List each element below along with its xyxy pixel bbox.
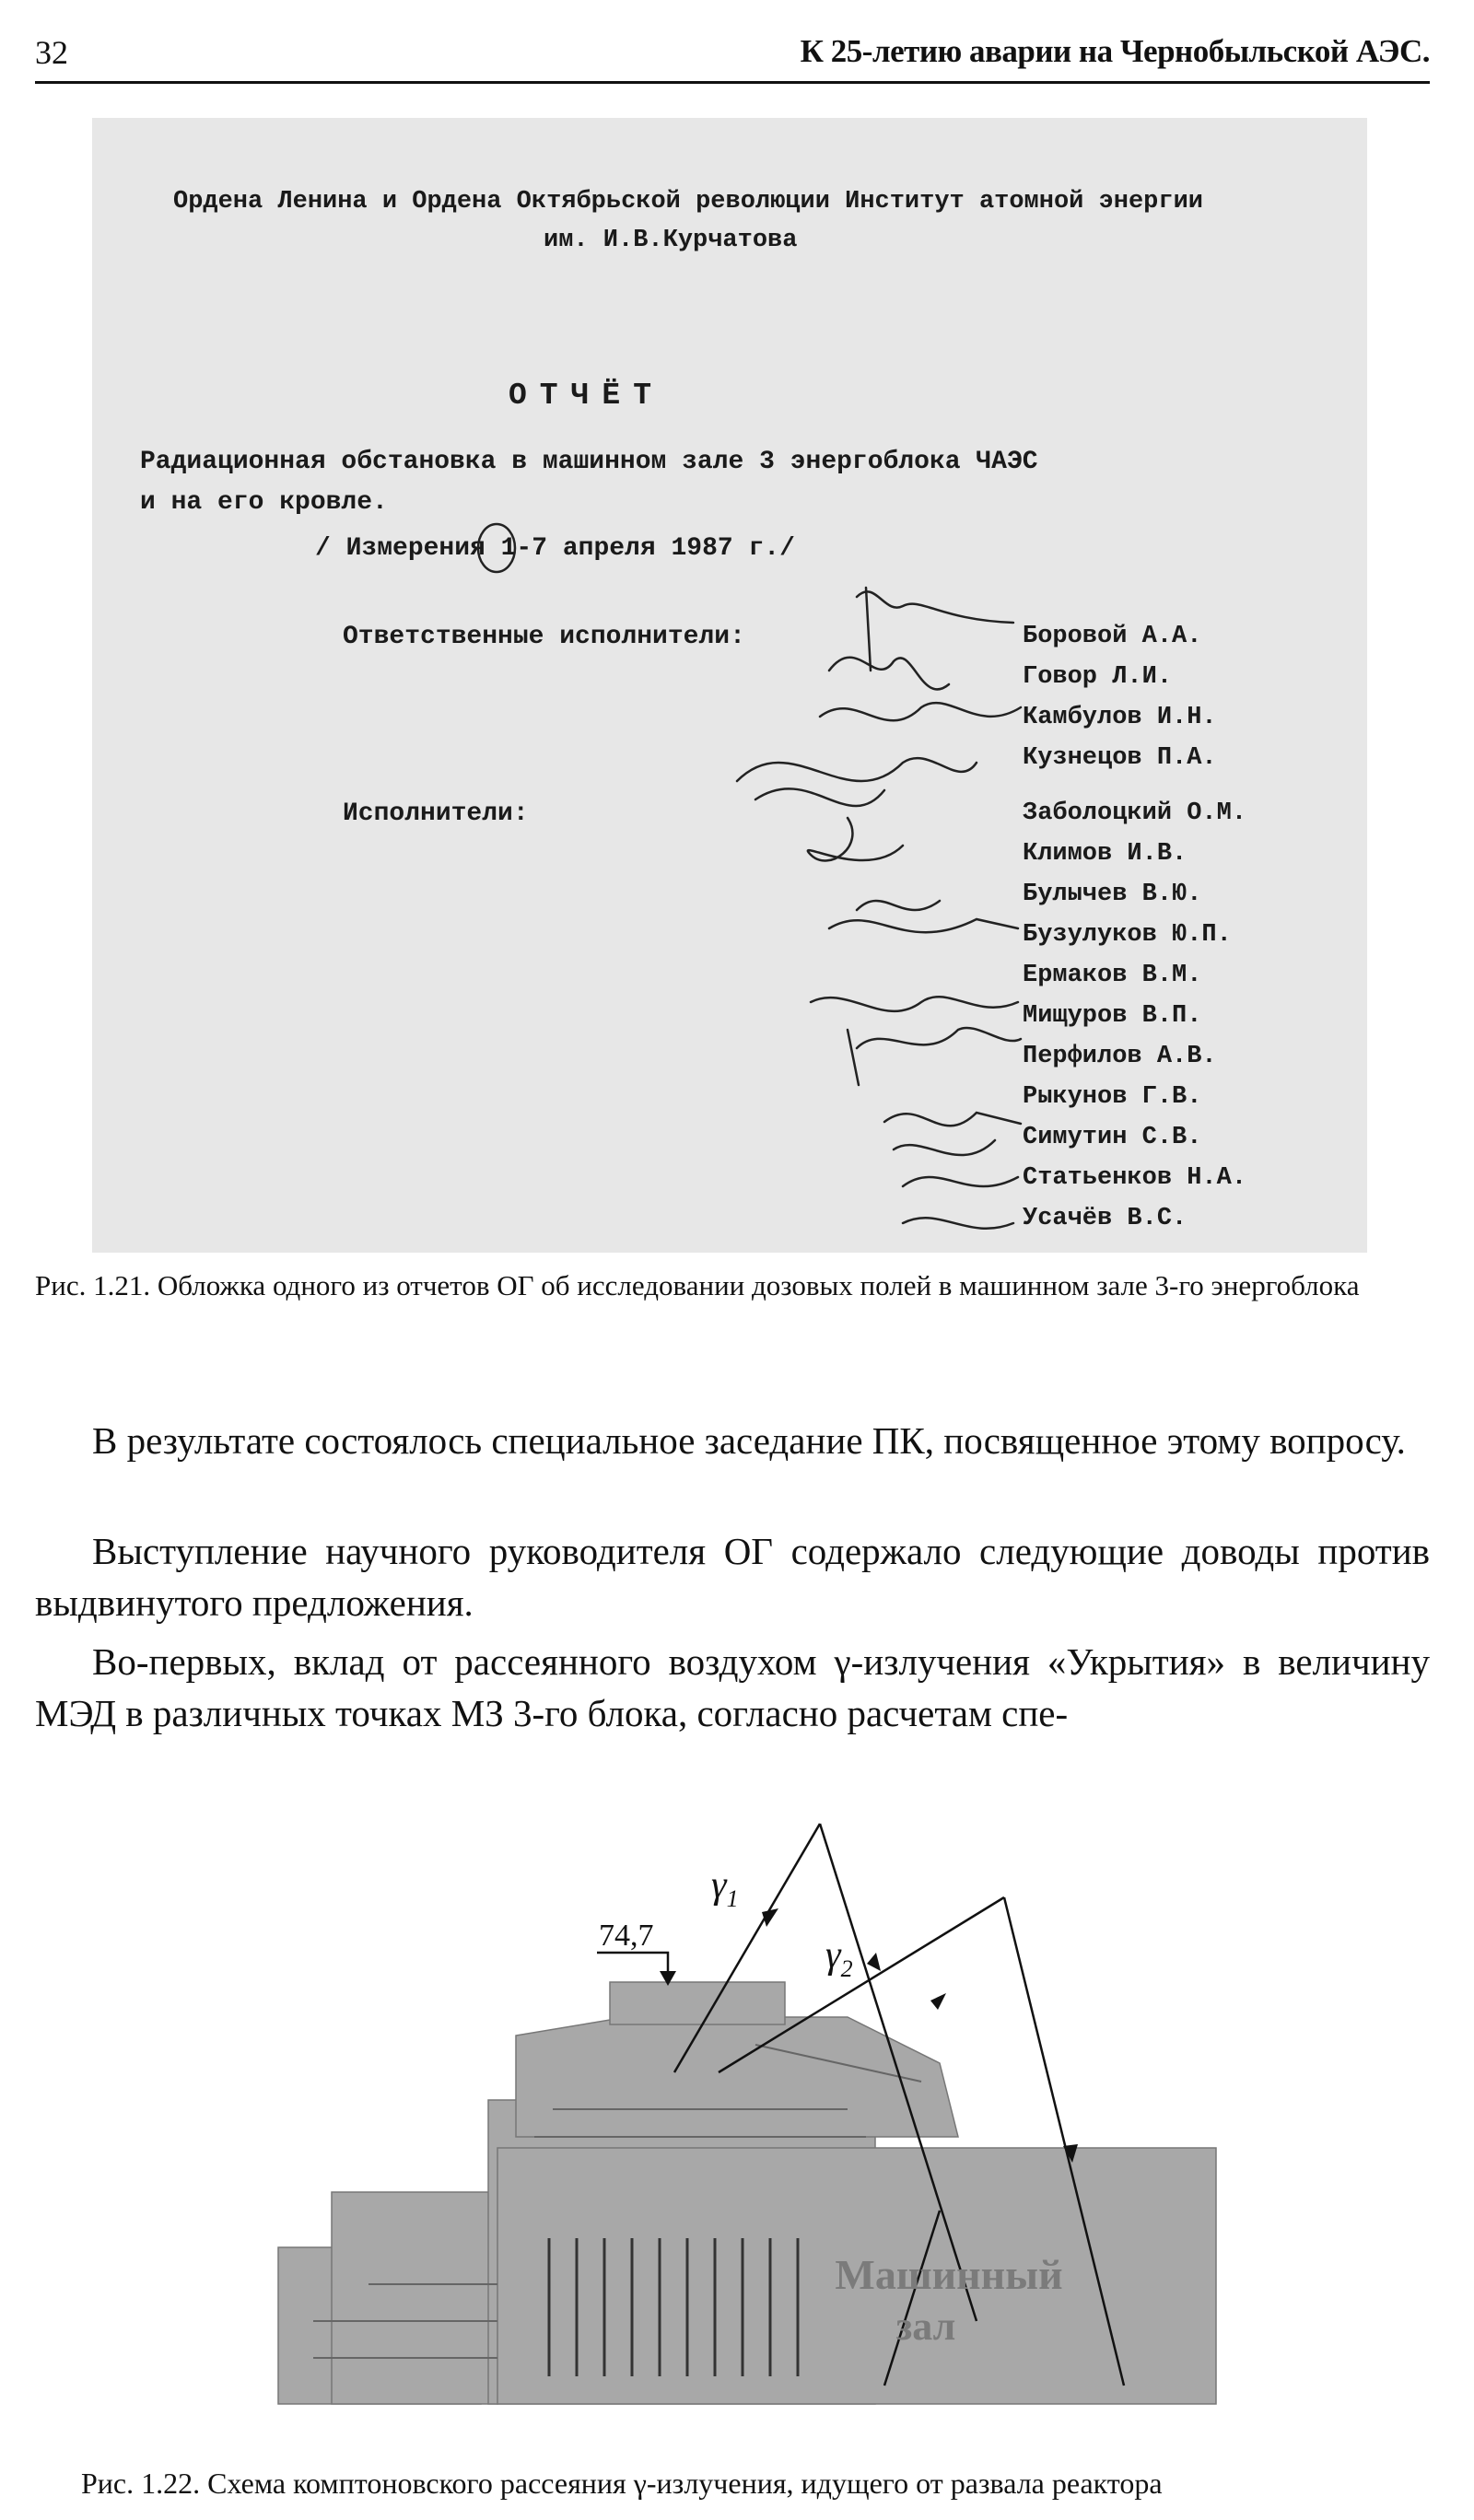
running-head: К 25-летию аварии на Чернобыльской АЭС. [800,33,1430,69]
executor-name: Ермаков В.М. [1023,962,1202,989]
paragraph-1: В результате состоялось специальное заседание ПК, посвященное этому вопросу. [92,1419,1406,1462]
report-title-line2: и на его кровле. [140,488,388,517]
gamma1-label: $\gamma_1$ [711,1864,739,1912]
elevation-label: 74,7 [599,1919,654,1953]
signatures-drawing [92,118,1367,1253]
turbine-hall-label-line2: зал [895,2304,956,2349]
responsible-name: Боровой А.А. [1023,623,1202,650]
executors-label: Исполнители: [343,799,529,828]
shelter-roof [516,2017,958,2137]
responsible-name: Говор Л.И. [1023,663,1173,691]
responsible-name: Кузнецов П.А. [1023,744,1217,772]
responsible-label: Ответственные исполнители: [343,623,745,651]
executor-name: Рыкунов Г.В. [1023,1083,1202,1111]
report-heading: ОТЧЁТ [509,379,665,413]
executor-name: Мищуров В.П. [1023,1002,1202,1030]
measurement-dates: / Измерения 1-7 апреля 1987 г./ [315,534,795,563]
page-number: 32 [35,34,68,71]
report-title-line1: Радиационная обстановка в машинном зале 3 энергоблока ЧАЭС [140,448,1038,476]
executor-name: Бузулуков Ю.П. [1023,921,1232,949]
executor-name: Усачёв В.С. [1023,1205,1187,1232]
side-block [332,2192,497,2404]
report-cover-scan [92,118,1367,1253]
paragraph-3: Во-первых, вклад от рассеянного воздухом γ-излучения «Укрытия» в величину МЭД в различных точках МЗ 3-го блока, согласно расчетам спе- [35,1640,1430,1734]
figure-121-caption: Рис. 1.21. Обложка одного из отчетов ОГ об исследовании дозовых полей в машинном зале 3-го энергоблока [35,1269,1360,1301]
header-rule [35,81,1430,84]
responsible-name: Камбулов И.Н. [1023,704,1217,731]
executor-name: Климов И.В. [1023,840,1187,868]
compton-scattering-diagram [276,1805,1244,2413]
turbine-hall-label-line1: Машинный [835,2251,1063,2298]
executor-name: Заболоцкий О.М. [1023,799,1247,827]
executor-name: Статьенков Н.А. [1023,1164,1247,1192]
figure-122-caption: Рис. 1.22. Схема комптоновского рассеяния γ-излучения, идущего от развала реактора [81,2467,1163,2500]
executor-name: Перфилов А.В. [1023,1043,1217,1070]
institute-name-line: им. И.В.Курчатова [544,227,798,254]
executor-name: Симутин С.В. [1023,1124,1202,1151]
paragraph-2: Выступление научного руководителя ОГ содержало следующие доводы против выдвинутого предложения. [35,1530,1430,1624]
gamma2-label: $\gamma_2$ [825,1934,853,1982]
executor-name: Булычев В.Ю. [1023,881,1202,908]
roof-cap [610,1982,785,2024]
institute-line: Ордена Ленина и Ордена Октябрьской революции Институт атомной энергии [173,188,1203,216]
